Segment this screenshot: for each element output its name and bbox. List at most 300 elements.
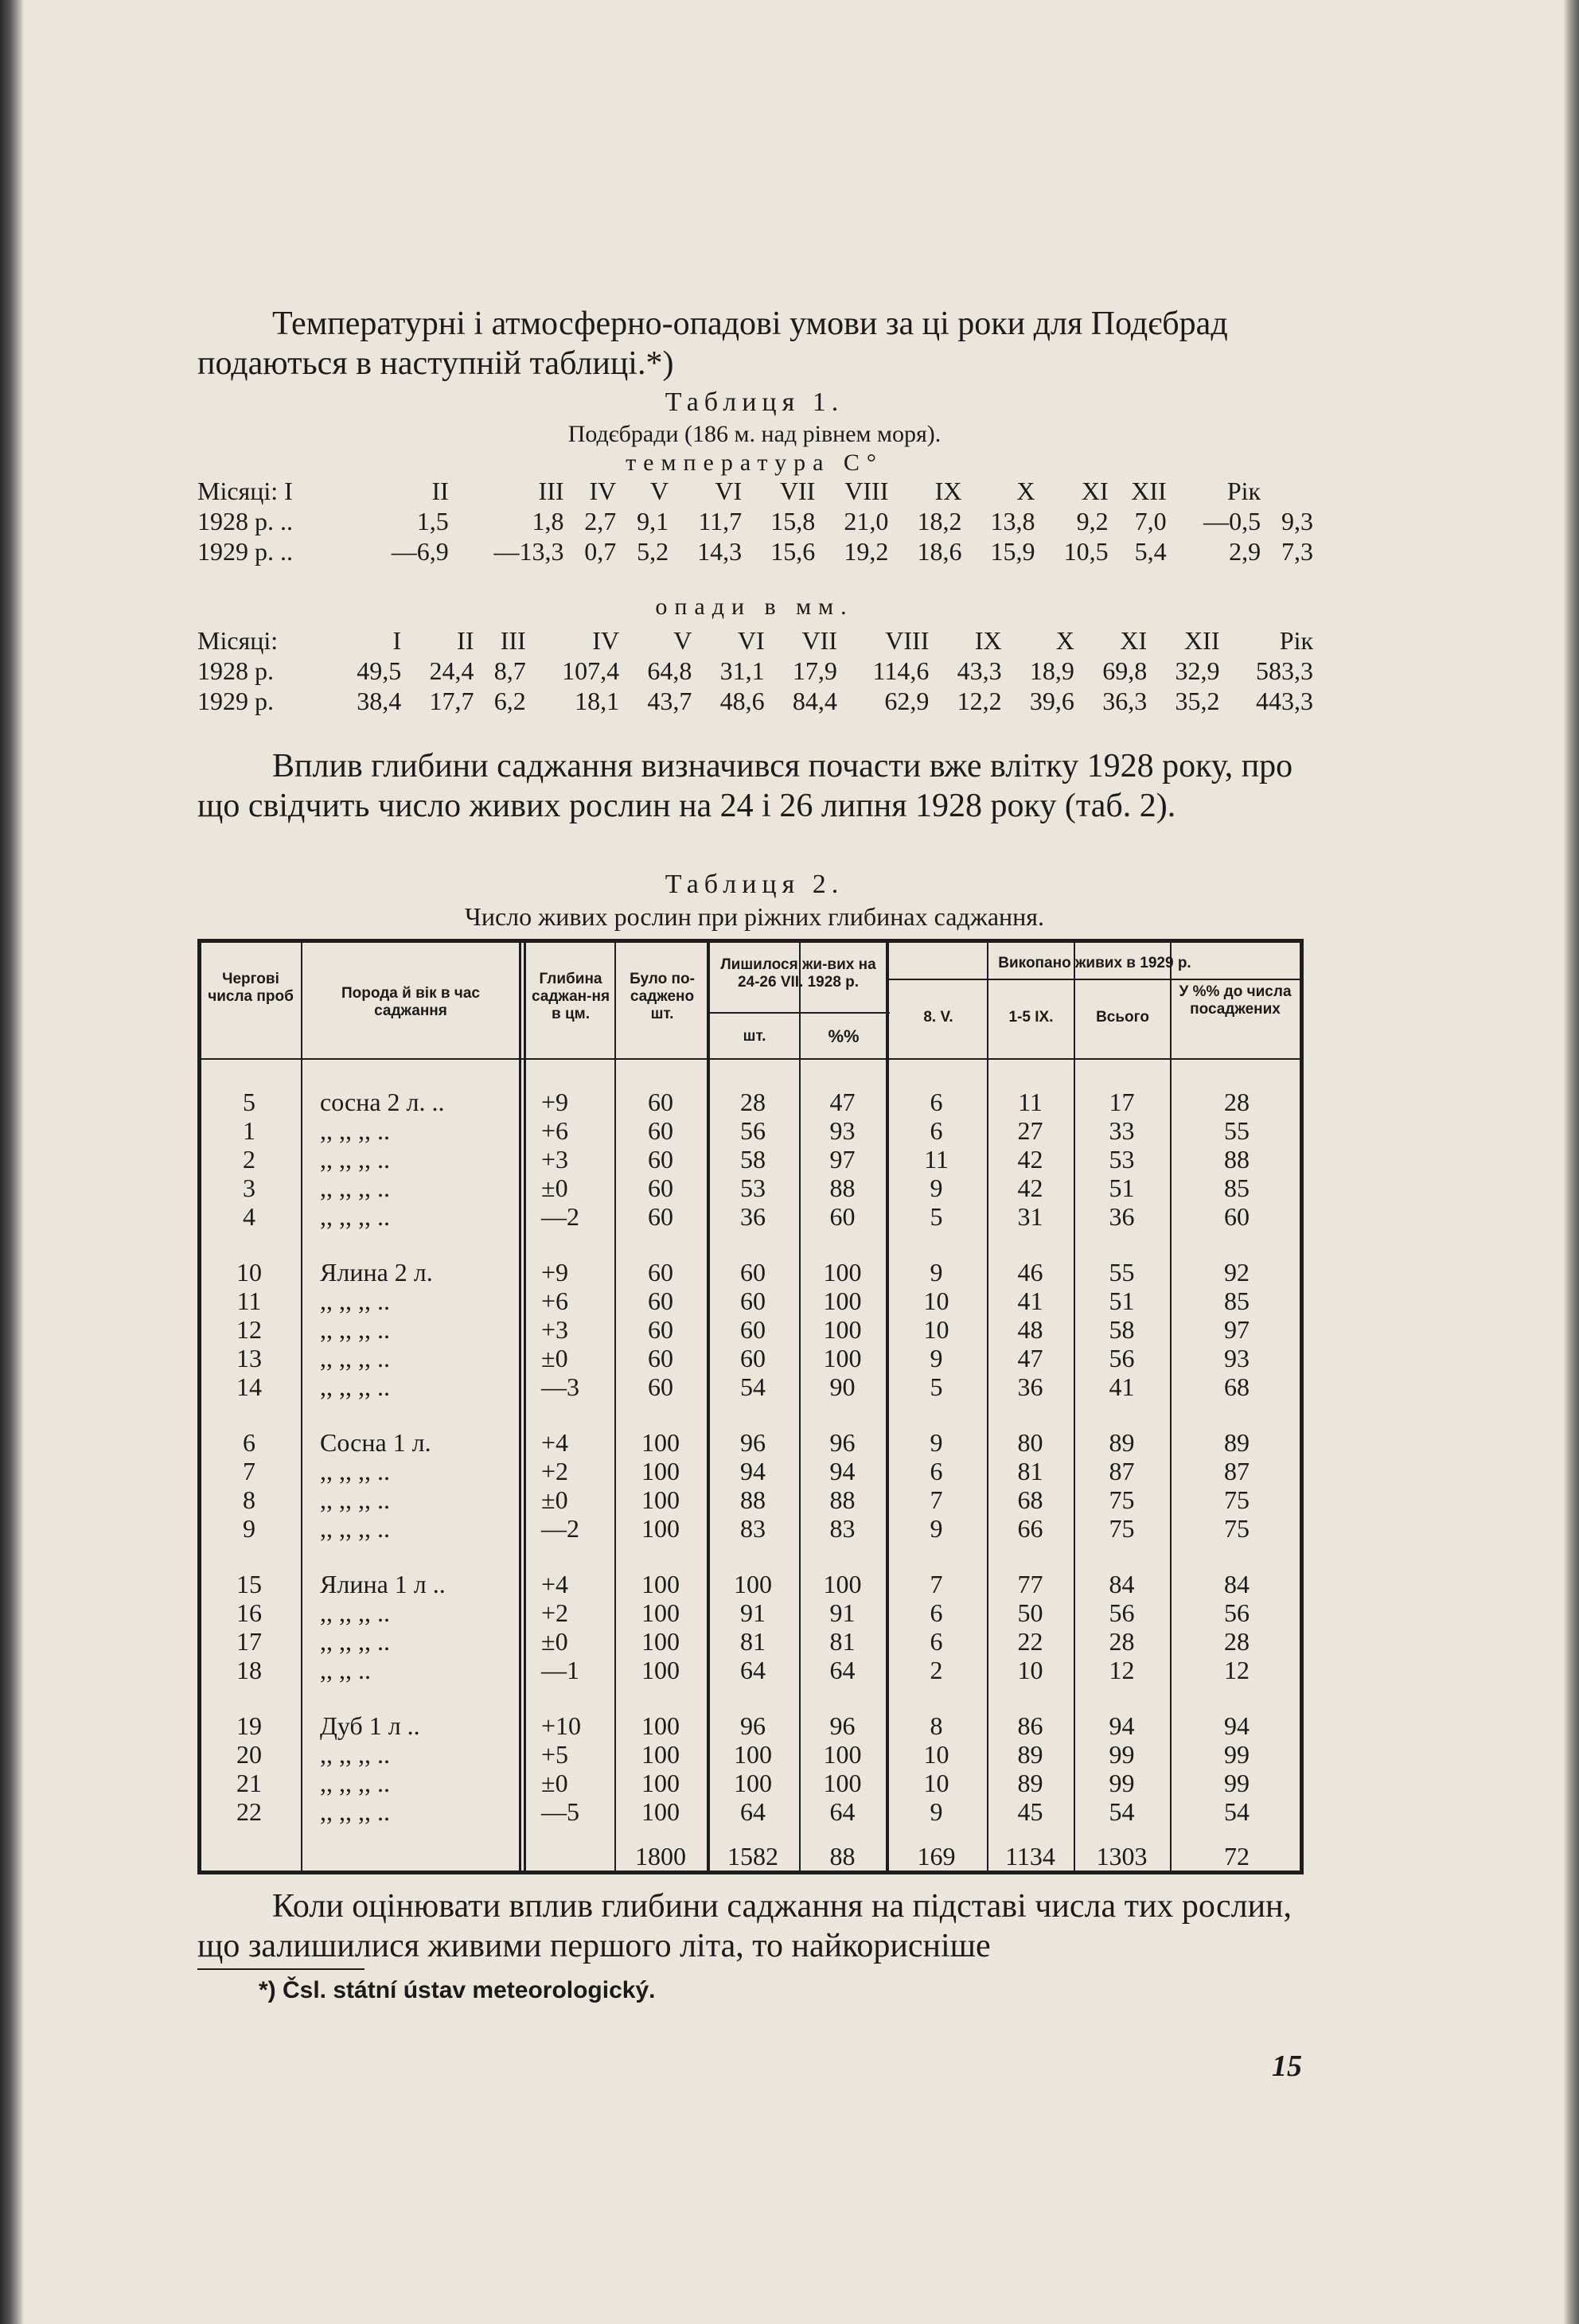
climate-cell: VII [801, 626, 837, 655]
footnote: *) Čsl. státní ústav meteorologický. [259, 1977, 656, 2003]
table-cell: 45 [1017, 1797, 1043, 1826]
col-alive-1928-header: Лишилося жи-вих на 24-26 VII. 1928 р. [720, 956, 876, 991]
table-cell: 87 [1109, 1457, 1135, 1485]
climate-cell: 6,2 [493, 687, 526, 715]
table-cell: 100 [734, 1740, 772, 1769]
table-cell: 12 [1224, 1656, 1250, 1684]
table-cell: ±0 [541, 1174, 568, 1202]
table-cell: 55 [1109, 1258, 1135, 1287]
climate-cell: III [538, 477, 564, 505]
table-cell: Ялина 2 л. [320, 1258, 433, 1287]
table-cell: 100 [641, 1485, 680, 1514]
table-row [197, 1116, 1304, 1145]
table2-title: Таблиця 2. [665, 870, 844, 899]
table-cell: 54 [1109, 1797, 1135, 1826]
table-cell: +2 [541, 1598, 569, 1627]
table-row [197, 1598, 1304, 1627]
climate-cell: 13,8 [990, 507, 1035, 535]
table-cell: +9 [541, 1088, 569, 1116]
table-cell: 100 [641, 1656, 680, 1684]
table-cell: 100 [641, 1797, 680, 1826]
book-binding-edge [0, 0, 24, 2324]
climate-cell: Місяці: [197, 626, 279, 655]
table-cell: 77 [1017, 1570, 1043, 1598]
middle-paragraph [197, 746, 1312, 826]
table-cell: 75 [1224, 1514, 1250, 1543]
climate-cell: 1928 р. .. [197, 507, 293, 535]
climate-cell: 107,4 [562, 656, 620, 685]
climate-cell: X [1055, 626, 1074, 655]
table-cell: 90 [829, 1372, 856, 1401]
climate-cell: —6,9 [391, 537, 449, 566]
table-cell: ±0 [541, 1769, 568, 1797]
table-cell: 96 [740, 1428, 766, 1457]
climate-cell: XI [1120, 626, 1148, 655]
table-cell: 60 [648, 1116, 673, 1145]
table-cell: 60 [648, 1174, 673, 1202]
table-cell: ,, ,, ,, .. [320, 1797, 390, 1826]
table-cell: 56 [1109, 1598, 1135, 1627]
empty-cell [301, 1826, 519, 1870]
climate-cell: VIII [844, 477, 889, 505]
climate-cell: 7,0 [1134, 507, 1167, 535]
table-cell: +3 [541, 1145, 569, 1174]
climate-cell: I [392, 626, 402, 655]
table-cell: 60 [648, 1315, 673, 1344]
climate-cell: VII [779, 477, 816, 505]
table-cell: 10 [923, 1769, 949, 1797]
table-cell: 75 [1109, 1514, 1135, 1543]
climate-cell: 18,1 [575, 687, 620, 715]
empty-cell [519, 1826, 614, 1870]
table-cell: 9 [930, 1797, 943, 1826]
table-cell: +3 [541, 1315, 569, 1344]
table-cell: 83 [740, 1514, 766, 1543]
climate-cell: 7,3 [1281, 537, 1313, 566]
table-cell: 41 [1017, 1287, 1043, 1315]
table-cell: 81 [1017, 1457, 1043, 1485]
total-cell: 1800 [635, 1842, 686, 1870]
middle-text: Вплив глибини саджання визначився почасти вже влітку 1928 року, про що свідчить число живих рослин на 24 і 26 липня 1928 року (таб. 2). [197, 748, 1293, 824]
climate-cell: 62,9 [884, 687, 930, 715]
table-cell: +2 [541, 1457, 569, 1485]
table-row [197, 1344, 1304, 1372]
climate-cell: 24,4 [429, 656, 474, 685]
table-cell: 100 [641, 1769, 680, 1797]
table-cell: ,, ,, ,, .. [320, 1116, 390, 1145]
table-cell: 47 [829, 1088, 856, 1116]
table-cell: 56 [740, 1116, 766, 1145]
total-cell: 1134 [1005, 1842, 1055, 1870]
climate-cell: 11,7 [698, 507, 743, 535]
climate-cell: VI [737, 626, 765, 655]
closing-text: Коли оцінювати вплив глибини саджання на підставі числа тих рослин, що залишилися живими першого літа, то найкорисніше [197, 1888, 1292, 1964]
table-cell: 85 [1224, 1174, 1250, 1202]
temperature-caption: температура С° [626, 450, 883, 476]
climate-cell: —0,5 [1203, 507, 1261, 535]
table-cell: 42 [1017, 1145, 1043, 1174]
table-cell: +9 [541, 1258, 569, 1287]
total-cell: 72 [1224, 1842, 1250, 1870]
table-cell: +5 [541, 1740, 569, 1769]
table-cell: 6 [930, 1598, 943, 1627]
table-cell: 91 [740, 1598, 766, 1627]
table-cell: ,, ,, .. [320, 1656, 371, 1684]
table-cell: 54 [1224, 1797, 1250, 1826]
table-cell: 60 [648, 1145, 673, 1174]
table-cell: 60 [648, 1202, 673, 1231]
table-cell: 100 [823, 1769, 862, 1797]
table-cell: ,, ,, ,, .. [320, 1514, 390, 1543]
climate-cell: 35,2 [1175, 687, 1220, 715]
climate-cell: IX [974, 626, 1002, 655]
climate-cell: 39,6 [1029, 687, 1074, 715]
climate-cell: V [673, 626, 692, 655]
table-cell: —5 [541, 1797, 579, 1826]
table-row [197, 1485, 1304, 1514]
table-cell: 36 [740, 1202, 766, 1231]
col-may-header: 8. V. [923, 1009, 953, 1026]
table-cell: 60 [648, 1088, 673, 1116]
table-cell: 7 [930, 1570, 943, 1598]
table-cell: 18 [236, 1656, 262, 1684]
total-cell: 1582 [727, 1842, 778, 1870]
table-cell: 6 [930, 1088, 943, 1116]
table-cell: 33 [1109, 1116, 1135, 1145]
table-cell: 60 [740, 1287, 766, 1315]
table-cell: 51 [1109, 1287, 1135, 1315]
table-cell: 89 [1017, 1769, 1043, 1797]
table-cell: 66 [1017, 1514, 1043, 1543]
table-cell: 60 [648, 1344, 673, 1372]
table-cell: сосна 2 л. .. [320, 1088, 445, 1116]
table-cell: +4 [541, 1428, 569, 1457]
table-cell: ,, ,, ,, .. [320, 1315, 390, 1344]
climate-cell: VI [715, 477, 743, 505]
climate-cell: 15,6 [770, 537, 816, 566]
table-row [197, 1769, 1304, 1797]
table-cell: 99 [1109, 1769, 1135, 1797]
table-cell: 9 [930, 1428, 943, 1457]
table-cell: 93 [1224, 1344, 1250, 1372]
table-cell: 100 [641, 1711, 680, 1740]
table-cell: 56 [1224, 1598, 1250, 1627]
climate-cell: III [500, 626, 526, 655]
table-cell: 81 [829, 1627, 856, 1656]
table-cell: 60 [740, 1258, 766, 1287]
table2-header-rule [887, 979, 1300, 980]
table-cell: 91 [829, 1598, 856, 1627]
climate-row-row [197, 506, 1313, 536]
table-cell: 6 [243, 1428, 255, 1457]
col-total-header: Всього [1096, 1009, 1149, 1026]
climate-cell: 443,3 [1256, 687, 1313, 715]
table-cell: 94 [829, 1457, 856, 1485]
table-cell: ±0 [541, 1344, 568, 1372]
climate-cell: Місяці: I [197, 477, 293, 505]
table-cell: 11 [924, 1145, 949, 1174]
table-cell: 5 [930, 1372, 943, 1401]
table-cell: 100 [641, 1598, 680, 1627]
climate-cell: 21,0 [844, 507, 889, 535]
table-cell: 7 [930, 1485, 943, 1514]
table-row [197, 1656, 1304, 1684]
climate-cell: 43,7 [647, 687, 692, 715]
table-cell: +6 [541, 1116, 569, 1145]
table-cell: 83 [829, 1514, 856, 1543]
table-cell: +10 [541, 1711, 582, 1740]
table-cell: 50 [1017, 1598, 1043, 1627]
table-cell: 60 [1224, 1202, 1250, 1231]
table-cell: 88 [829, 1485, 856, 1514]
table-row [197, 1372, 1304, 1401]
table-cell: 68 [1017, 1485, 1043, 1514]
table-cell: 100 [823, 1287, 862, 1315]
table-cell: 28 [1224, 1627, 1250, 1656]
climate-header-row [197, 625, 1313, 656]
table-cell: 17 [1109, 1088, 1135, 1116]
table-cell: 16 [236, 1598, 262, 1627]
table-cell: —1 [541, 1656, 579, 1684]
climate-cell: 64,8 [647, 656, 692, 685]
table-cell: 64 [829, 1656, 856, 1684]
table-cell: 60 [829, 1202, 856, 1231]
table-row [197, 1543, 1304, 1598]
table-row [197, 1287, 1304, 1315]
table-cell: 4 [243, 1202, 255, 1231]
table-cell: 99 [1224, 1769, 1250, 1797]
table-cell: 22 [1017, 1627, 1043, 1656]
climate-cell: 5,4 [1134, 537, 1167, 566]
climate-cell: 18,6 [917, 537, 962, 566]
table-cell: 11 [1018, 1088, 1043, 1116]
table2-header-rule [708, 1012, 890, 1014]
table-cell: 100 [823, 1344, 862, 1372]
climate-cell: 2,9 [1229, 537, 1261, 566]
intro-text: Температурні і атмосферно-опадові умови за ці роки для Подєбрад подаються в наступній таблиці.*) [197, 306, 1228, 382]
table-cell: +4 [541, 1570, 569, 1598]
climate-cell: 32,9 [1175, 656, 1220, 685]
table-cell: 28 [740, 1088, 766, 1116]
table-row [197, 1514, 1304, 1543]
table-cell: 48 [1017, 1315, 1043, 1344]
climate-cell: 49,5 [357, 656, 402, 685]
table-row [197, 1797, 1304, 1826]
table-cell: 2 [930, 1656, 943, 1684]
climate-cell: IV [592, 626, 620, 655]
table-cell: 17 [236, 1627, 262, 1656]
table-cell: Дуб 1 л .. [320, 1711, 420, 1740]
col-depth-header: Глибина саджан-ня в цм. [531, 971, 610, 1022]
climate-cell: 17,9 [792, 656, 837, 685]
climate-cell: 18,2 [917, 507, 962, 535]
climate-cell: II [457, 626, 474, 655]
table-cell: 10 [923, 1740, 949, 1769]
col-species-header: Порода й вік в час саджання [341, 985, 480, 1019]
table-cell: ,, ,, ,, .. [320, 1457, 390, 1485]
precipitation-caption: опади в мм. [655, 594, 854, 620]
climate-cell: Рік [1226, 477, 1261, 505]
table-cell: 19 [236, 1711, 262, 1740]
climate-cell: 84,4 [792, 687, 837, 715]
climate-cell: 114,6 [872, 656, 930, 685]
table-row [197, 1627, 1304, 1656]
table-row [197, 1202, 1304, 1231]
table-cell: 36 [1017, 1372, 1043, 1401]
table-row [197, 1315, 1304, 1344]
table-cell: 97 [829, 1145, 856, 1174]
table-cell: 60 [740, 1344, 766, 1372]
table-cell: 15 [236, 1570, 262, 1598]
table-cell: 10 [236, 1258, 262, 1287]
climate-cell: 43,3 [957, 656, 1002, 685]
table-cell: 10 [923, 1315, 949, 1344]
page-right-edge [1563, 0, 1579, 2324]
climate-cell: XII [1184, 626, 1220, 655]
climate-cell: 38,4 [357, 687, 402, 715]
table-cell: 31 [1017, 1202, 1043, 1231]
climate-row-row [197, 536, 1313, 566]
climate-cell: 18,9 [1029, 656, 1074, 685]
climate-row-row [197, 686, 1313, 716]
climate-cell: V [649, 477, 669, 505]
table-cell: ,, ,, ,, .. [320, 1287, 390, 1315]
climate-cell: 9,1 [637, 507, 669, 535]
climate-cell: X [1016, 477, 1035, 505]
climate-cell: 0,7 [584, 537, 617, 566]
table-cell: 86 [1017, 1711, 1043, 1740]
table-cell: 1 [243, 1116, 255, 1145]
table-cell: 10 [923, 1287, 949, 1315]
table-cell: 60 [648, 1287, 673, 1315]
table-cell: ,, ,, ,, .. [320, 1372, 390, 1401]
table-cell: 6 [930, 1457, 943, 1485]
temperature-table [197, 476, 1313, 566]
climate-cell: 1929 р. .. [197, 537, 293, 566]
table-cell: 20 [236, 1740, 262, 1769]
climate-cell: 2,7 [584, 507, 617, 535]
table-cell: 80 [1017, 1428, 1043, 1457]
table-cell: 88 [740, 1485, 766, 1514]
table-cell: ,, ,, ,, .. [320, 1485, 390, 1514]
table-cell: 96 [829, 1428, 856, 1457]
col-alive-percent-header: %% [828, 1026, 860, 1046]
climate-cell: 48,6 [719, 687, 765, 715]
page-number: 15 [1272, 2050, 1302, 2083]
table-cell: 21 [236, 1769, 262, 1797]
climate-cell: 8,7 [493, 656, 526, 685]
totals-row [197, 1826, 1304, 1870]
table2-header-rule [201, 1058, 1300, 1060]
climate-cell: 31,1 [719, 656, 765, 685]
table-cell: —2 [541, 1202, 579, 1231]
table-cell: Ялина 1 л .. [320, 1570, 446, 1598]
table-cell: 36 [1109, 1202, 1135, 1231]
table-cell: 68 [1224, 1372, 1250, 1401]
climate-cell: Рік [1279, 626, 1313, 655]
table-cell: 5 [930, 1202, 943, 1231]
table-row [197, 1088, 1304, 1116]
table-cell: 60 [740, 1315, 766, 1344]
table-cell: 89 [1017, 1740, 1043, 1769]
table-cell: 64 [740, 1797, 766, 1826]
empty-cell [197, 1826, 301, 1870]
table-cell: ,, ,, ,, .. [320, 1344, 390, 1372]
table-row [197, 1684, 1304, 1740]
table-cell: ,, ,, ,, .. [320, 1740, 390, 1769]
table-cell: —3 [541, 1372, 579, 1401]
table-cell: 46 [1017, 1258, 1043, 1287]
table-cell: 8 [243, 1485, 255, 1514]
table-cell: 100 [641, 1514, 680, 1543]
table-cell: 100 [641, 1428, 680, 1457]
table-cell: 94 [1224, 1711, 1250, 1740]
climate-cell: 9,3 [1281, 507, 1313, 535]
total-cell: 169 [917, 1842, 956, 1870]
table-cell: 2 [243, 1145, 255, 1174]
table-row [197, 1457, 1304, 1485]
table-cell: 93 [829, 1116, 856, 1145]
col-alive-pieces-header: шт. [743, 1028, 766, 1045]
table-cell: 47 [1017, 1344, 1043, 1372]
climate-cell: 10,5 [1063, 537, 1109, 566]
table-cell: 9 [930, 1258, 943, 1287]
climate-cell: IX [934, 477, 962, 505]
climate-cell: 1929 р. [197, 687, 274, 715]
table-cell: 42 [1017, 1174, 1043, 1202]
precipitation-table [197, 625, 1313, 716]
table-cell: ,, ,, ,, .. [320, 1202, 390, 1231]
climate-cell: II [431, 477, 449, 505]
table-cell: 28 [1109, 1627, 1135, 1656]
climate-row-row [197, 656, 1313, 686]
intro-paragraph [197, 304, 1312, 383]
table-cell: 100 [641, 1570, 680, 1598]
table-cell: 89 [1109, 1428, 1135, 1457]
table-cell: 51 [1109, 1174, 1135, 1202]
table-cell: ,, ,, ,, .. [320, 1145, 390, 1174]
climate-cell: 1928 р. [197, 656, 274, 685]
col-planted-header: Було по-саджено шт. [630, 971, 695, 1022]
table-cell: 9 [243, 1514, 255, 1543]
table-cell: 53 [740, 1174, 766, 1202]
table-cell: 5 [243, 1088, 255, 1116]
table-cell: 55 [1224, 1116, 1250, 1145]
table-row [197, 1145, 1304, 1174]
col-september-header: 1-5 IX. [1008, 1009, 1054, 1026]
table-cell: 94 [740, 1457, 766, 1485]
climate-header-row [197, 476, 1313, 506]
climate-cell: 69,8 [1102, 656, 1148, 685]
table-cell: 14 [236, 1372, 262, 1401]
table-cell: 84 [1109, 1570, 1135, 1598]
climate-cell: VIII [885, 626, 930, 655]
climate-cell: 36,3 [1102, 687, 1148, 715]
table-cell: 100 [641, 1457, 680, 1485]
table-cell: 6 [930, 1627, 943, 1656]
climate-cell: 12,2 [957, 687, 1002, 715]
table-cell: 54 [740, 1372, 766, 1401]
table-cell: 9 [930, 1344, 943, 1372]
table-cell: 88 [829, 1174, 856, 1202]
table-cell: 12 [236, 1315, 262, 1344]
table-cell: 8 [930, 1711, 943, 1740]
table-cell: ,, ,, ,, .. [320, 1598, 390, 1627]
table-cell: 96 [829, 1711, 856, 1740]
table-cell: 58 [1109, 1315, 1135, 1344]
table-cell: 100 [641, 1740, 680, 1769]
table-cell: 60 [648, 1372, 673, 1401]
